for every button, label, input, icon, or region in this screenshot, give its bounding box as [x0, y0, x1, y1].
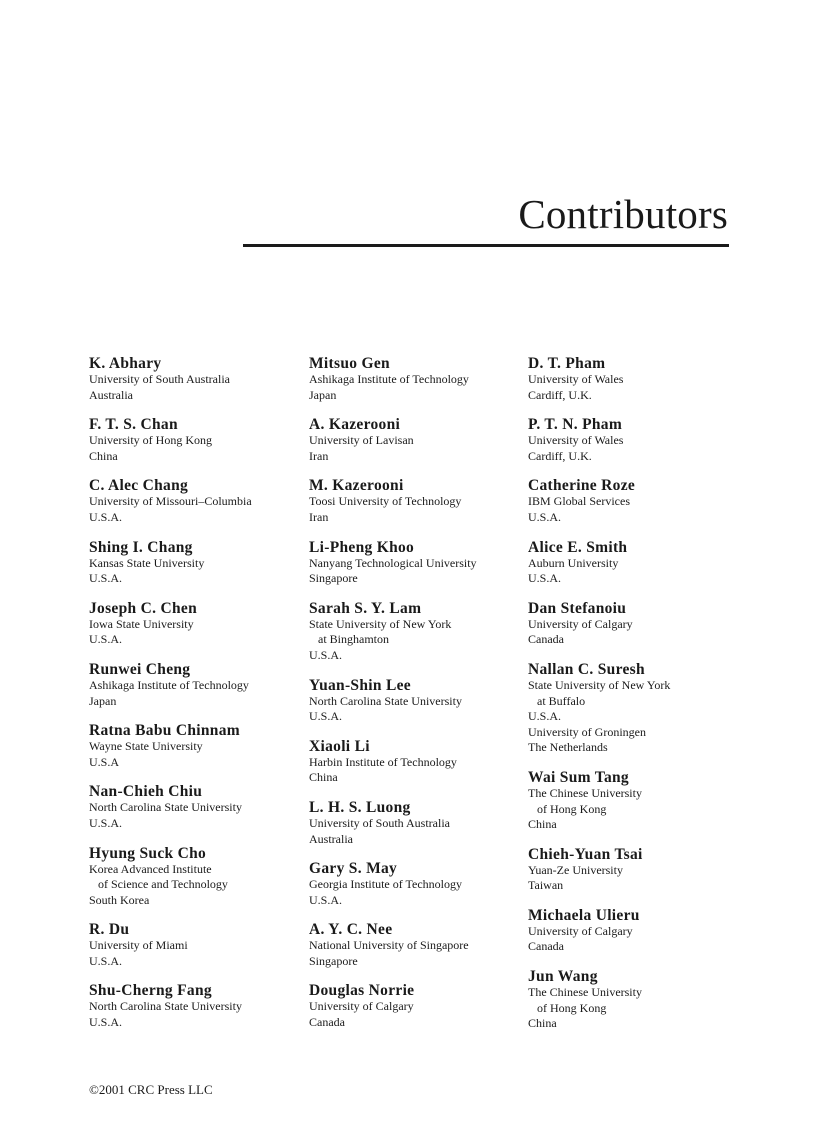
contributor-name: Douglas Norrie [309, 982, 415, 1000]
affiliation-line: China [528, 1016, 557, 1031]
contributor-name: Li-Pheng Khoo [309, 538, 415, 556]
affiliation-line: University of Hong Kong [89, 433, 212, 448]
affiliation-line: University of Calgary [309, 999, 414, 1014]
affiliation-line: University of Miami [89, 938, 188, 953]
contributor-name: Nallan C. Suresh [528, 660, 645, 678]
contributor-entry [89, 922, 304, 969]
contributor-name: Xiaoli Li [309, 737, 370, 755]
affiliation-line: U.S.A. [89, 1015, 123, 1030]
contributor-entry [89, 846, 304, 909]
contributor-name: Catherine Roze [528, 477, 636, 495]
contributor-name: Sarah S. Y. Lam [309, 599, 422, 617]
affiliation-line: U.S.A. [89, 815, 123, 830]
affiliation-line: of Hong Kong [537, 801, 607, 816]
contributor-entry [309, 739, 524, 786]
contributors-column-2 [309, 356, 524, 1045]
contributor-name: D. T. Pham [528, 355, 606, 372]
affiliation-line: U.S.A. [309, 892, 343, 907]
affiliation-line: U.S.A. [89, 509, 123, 524]
affiliation-line: U.S.A [89, 754, 120, 769]
affiliation-line: University of Calgary [528, 616, 633, 631]
contributor-name: Nan-Chieh Chiu [89, 783, 203, 801]
affiliation-line: Kansas State University [89, 555, 205, 570]
contributor-entry [309, 678, 524, 725]
affiliation-line: University of South Australia [89, 372, 230, 386]
affiliation-line: North Carolina State University [309, 693, 462, 708]
affiliation-line: Australia [89, 387, 133, 402]
affiliation-line: of Science and Technology [98, 877, 228, 892]
contributor-entry [528, 478, 743, 525]
contributor-name: Runwei Cheng [89, 660, 191, 678]
contributor-entry [309, 601, 524, 664]
contributor-name: Wai Sum Tang [528, 768, 629, 786]
contributor-name: Joseph C. Chen [89, 599, 197, 617]
contributor-name: M. Kazerooni [309, 477, 404, 495]
affiliation-line: National University of Singapore [309, 938, 469, 953]
affiliation-line: The Chinese University [528, 785, 642, 800]
affiliation-line: U.S.A. [89, 632, 123, 647]
affiliation-line: Canada [528, 939, 564, 954]
affiliation-line: University of South Australia [309, 815, 450, 830]
title-rule [243, 244, 729, 247]
contributor-entry [89, 540, 304, 587]
affiliation-line: North Carolina State University [89, 800, 242, 815]
contributor-entry [89, 983, 304, 1030]
contributor-name: Ratna Babu Chinnam [89, 722, 240, 740]
affiliation-line: State University of New York [309, 616, 452, 631]
contributor-name: L. H. S. Luong [309, 798, 411, 816]
contributor-name: Alice E. Smith [528, 538, 628, 556]
affiliation-line: Singapore [309, 571, 358, 586]
contributor-entry [528, 662, 743, 756]
contributor-name: K. Abhary [89, 355, 162, 372]
affiliation-line: South Korea [89, 892, 150, 907]
affiliation-line: U.S.A. [528, 571, 562, 586]
contributor-entry [528, 908, 743, 955]
affiliation-line: Iran [309, 509, 329, 524]
affiliation-line: U.S.A. [309, 709, 343, 724]
affiliation-line: Toosi University of Technology [309, 494, 462, 509]
affiliation-line: Harbin Institute of Technology [309, 754, 457, 769]
contributors-column-1 [89, 356, 304, 1045]
affiliation-line: Iowa State University [89, 616, 194, 631]
affiliation-line: University of Groningen [528, 724, 646, 739]
contributor-entry [309, 417, 524, 464]
affiliation-line: Singapore [309, 953, 358, 968]
affiliation-line: University of Missouri–Columbia [89, 494, 252, 509]
contributor-entry [309, 540, 524, 587]
contributor-name: Yuan-Shin Lee [309, 676, 411, 694]
affiliation-line: The Chinese University [528, 985, 642, 1000]
affiliation-line: Australia [309, 831, 353, 846]
contributor-entry [528, 770, 743, 833]
affiliation-line: Japan [309, 387, 337, 402]
affiliation-line: at Binghamton [318, 632, 389, 647]
affiliation-line: U.S.A. [528, 509, 562, 524]
affiliation-line: Cardiff, U.K. [528, 448, 592, 463]
contributor-name: Shing I. Chang [89, 538, 193, 556]
affiliation-line: State University of New York [528, 677, 671, 692]
contributor-name: Chieh-Yuan Tsai [528, 845, 643, 863]
affiliation-line: North Carolina State University [89, 999, 242, 1014]
contributor-name: Mitsuo Gen [309, 355, 390, 372]
contributor-name: Jun Wang [528, 968, 598, 986]
affiliation-line: Canada [309, 1015, 345, 1030]
contributor-name: A. Y. C. Nee [309, 921, 393, 939]
contributor-entry [89, 601, 304, 648]
contributor-entry [528, 601, 743, 648]
affiliation-line: U.S.A. [89, 571, 123, 586]
contributor-entry [528, 540, 743, 587]
affiliation-line: Yuan-Ze University [528, 862, 623, 877]
affiliation-line: Canada [528, 632, 564, 647]
contributor-name: A. Kazerooni [309, 416, 401, 434]
affiliation-line: U.S.A. [309, 647, 343, 662]
affiliation-line: University of Calgary [528, 923, 633, 938]
contributor-entry [528, 417, 743, 464]
affiliation-line: Ashikaga Institute of Technology [309, 372, 469, 386]
affiliation-line: Japan [89, 693, 117, 708]
affiliation-line: University of Wales [528, 433, 624, 448]
contributor-entry [528, 847, 743, 894]
contributors-column-3 [528, 356, 743, 1046]
affiliation-line: at Buffalo [537, 693, 586, 708]
contributor-name: C. Alec Chang [89, 477, 189, 495]
contributor-name: Michaela Ulieru [528, 906, 640, 924]
contributor-entry [89, 356, 304, 403]
contributor-entry [89, 662, 304, 709]
page-title: Contributors [518, 191, 728, 237]
affiliation-line: U.S.A. [89, 953, 123, 968]
contributor-name: Gary S. May [309, 860, 398, 878]
contributor-name: P. T. N. Pham [528, 416, 623, 434]
affiliation-line: The Netherlands [528, 740, 608, 755]
affiliation-line: Ashikaga Institute of Technology [89, 677, 249, 692]
affiliation-line: China [309, 770, 338, 785]
contributor-entry [89, 784, 304, 831]
affiliation-line: Georgia Institute of Technology [309, 877, 463, 892]
contributor-entry [89, 417, 304, 464]
affiliation-line: University of Wales [528, 372, 624, 386]
contributor-entry [528, 969, 743, 1032]
contributor-entry [309, 922, 524, 969]
affiliation-line: of Hong Kong [537, 1000, 607, 1015]
contributor-entry [528, 356, 743, 403]
contributor-name: Hyung Suck Cho [89, 844, 207, 862]
contributor-entry [89, 723, 304, 770]
affiliation-line: China [89, 448, 118, 463]
contributor-name: Shu-Cherng Fang [89, 982, 212, 1000]
contributor-entry [309, 478, 524, 525]
contributor-name: Dan Stefanoiu [528, 599, 627, 617]
contributor-entry [309, 983, 524, 1030]
affiliation-line: IBM Global Services [528, 494, 630, 509]
contributor-entry [309, 800, 524, 847]
affiliation-line: U.S.A. [528, 709, 562, 724]
contributor-entry [89, 478, 304, 525]
affiliation-line: Iran [309, 448, 329, 463]
affiliation-line: Wayne State University [89, 739, 203, 754]
contributor-entry [309, 356, 524, 403]
affiliation-line: University of Lavisan [309, 433, 414, 448]
affiliation-line: Korea Advanced Institute [89, 861, 212, 876]
affiliation-line: Cardiff, U.K. [528, 387, 592, 402]
contributor-name: R. Du [89, 921, 130, 939]
copyright-footer: ©2001 CRC Press LLC [89, 1082, 213, 1097]
affiliation-line: Auburn University [528, 555, 619, 570]
affiliation-line: Nanyang Technological University [309, 555, 477, 570]
contributor-entry [309, 861, 524, 908]
affiliation-line: China [528, 817, 557, 832]
contributor-name: F. T. S. Chan [89, 416, 178, 434]
affiliation-line: Taiwan [528, 878, 564, 893]
